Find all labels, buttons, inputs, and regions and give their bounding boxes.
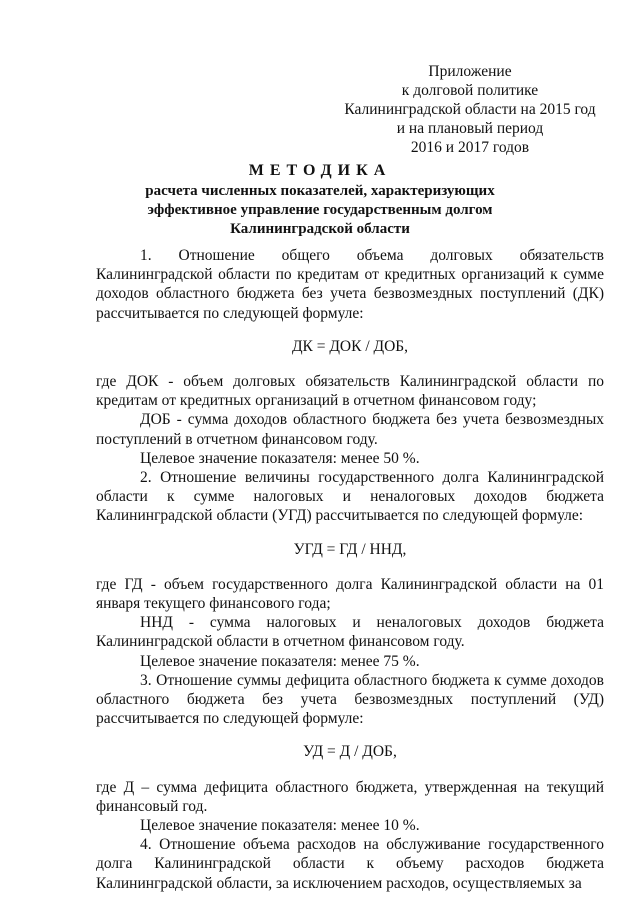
section-1-intro: 1. Отношение общего объема долговых обязательств Калининградской области по кредитам от кредитных организаций к сумме доходов областного бюджета без учета безвозмездных поступлений (ДК) рассчитывается по следующей формуле: xyxy=(96,247,604,322)
formula-dk: ДК = ДОК / ДОБ, xyxy=(291,337,409,355)
appendix-line: к долговой политике xyxy=(401,82,539,99)
subtitle-line: Калининградской области xyxy=(230,221,410,237)
appendix-line: Приложение xyxy=(428,63,512,80)
appendix-line: Калининградской области на 2015 год xyxy=(344,101,596,118)
appendix-header xyxy=(340,62,600,157)
section-1-target: Целевое значение показателя: менее 50 %. xyxy=(140,449,420,467)
section-2-target: Целевое значение показателя: менее 75 %. xyxy=(140,652,420,670)
section-2-definition: ННД - сумма налоговых и неналоговых доходов бюджета Калининградской области в отчетном финансовом году. xyxy=(96,614,604,651)
formula-ugd: УГД = ГД / ННД, xyxy=(293,540,407,558)
subtitle-line: расчета численных показателей, характеризующих xyxy=(145,183,495,199)
appendix-line: и на плановый период xyxy=(396,120,544,137)
section-3-target: Целевое значение показателя: менее 10 %. xyxy=(140,817,420,835)
document-title: МЕТОДИКА xyxy=(248,162,392,179)
section-3-where: где Д – сумма дефицита областного бюджета, утвержденная на текущий финансовый год. xyxy=(96,778,604,815)
appendix-line: 2016 и 2017 годов xyxy=(410,139,530,156)
formula-ud: УД = Д / ДОБ, xyxy=(303,743,397,761)
subtitle-line: эффективное управление государственным долгом xyxy=(147,202,493,218)
section-2-intro: 2. Отношение величины государственного долга Калининградской области к сумме налоговых и неналоговых доходов бюджета Калининградской области (УГД) рассчитывается по следующей формуле: xyxy=(96,469,604,525)
section-1-definition: ДОБ - сумма доходов областного бюджета без учета безвозмездных поступлений в отчетном финансовом году. xyxy=(96,411,604,448)
document-subtitle xyxy=(60,182,580,239)
section-2-where: где ГД - объем государственного долга Калининградской области на 01 января текущего финансового года; xyxy=(96,575,604,613)
section-1-where: где ДОК - объем долговых обязательств Калининградской области по кредитам от кредитных организаций в отчетном финансовом году; xyxy=(96,373,604,410)
section-3-intro: 3. Отношение суммы дефицита областного бюджета к сумме доходов областного бюджета без учета безвозмездных поступлений (УД) рассчитывается по следующей формуле: xyxy=(96,671,604,728)
document-body xyxy=(96,246,604,893)
section-4-intro: 4. Отношение объема расходов на обслуживание государственного долга Калининградской области к объему расходов бюджета Калининградской области, за исключением расходов, осуществляемых за xyxy=(96,836,604,892)
